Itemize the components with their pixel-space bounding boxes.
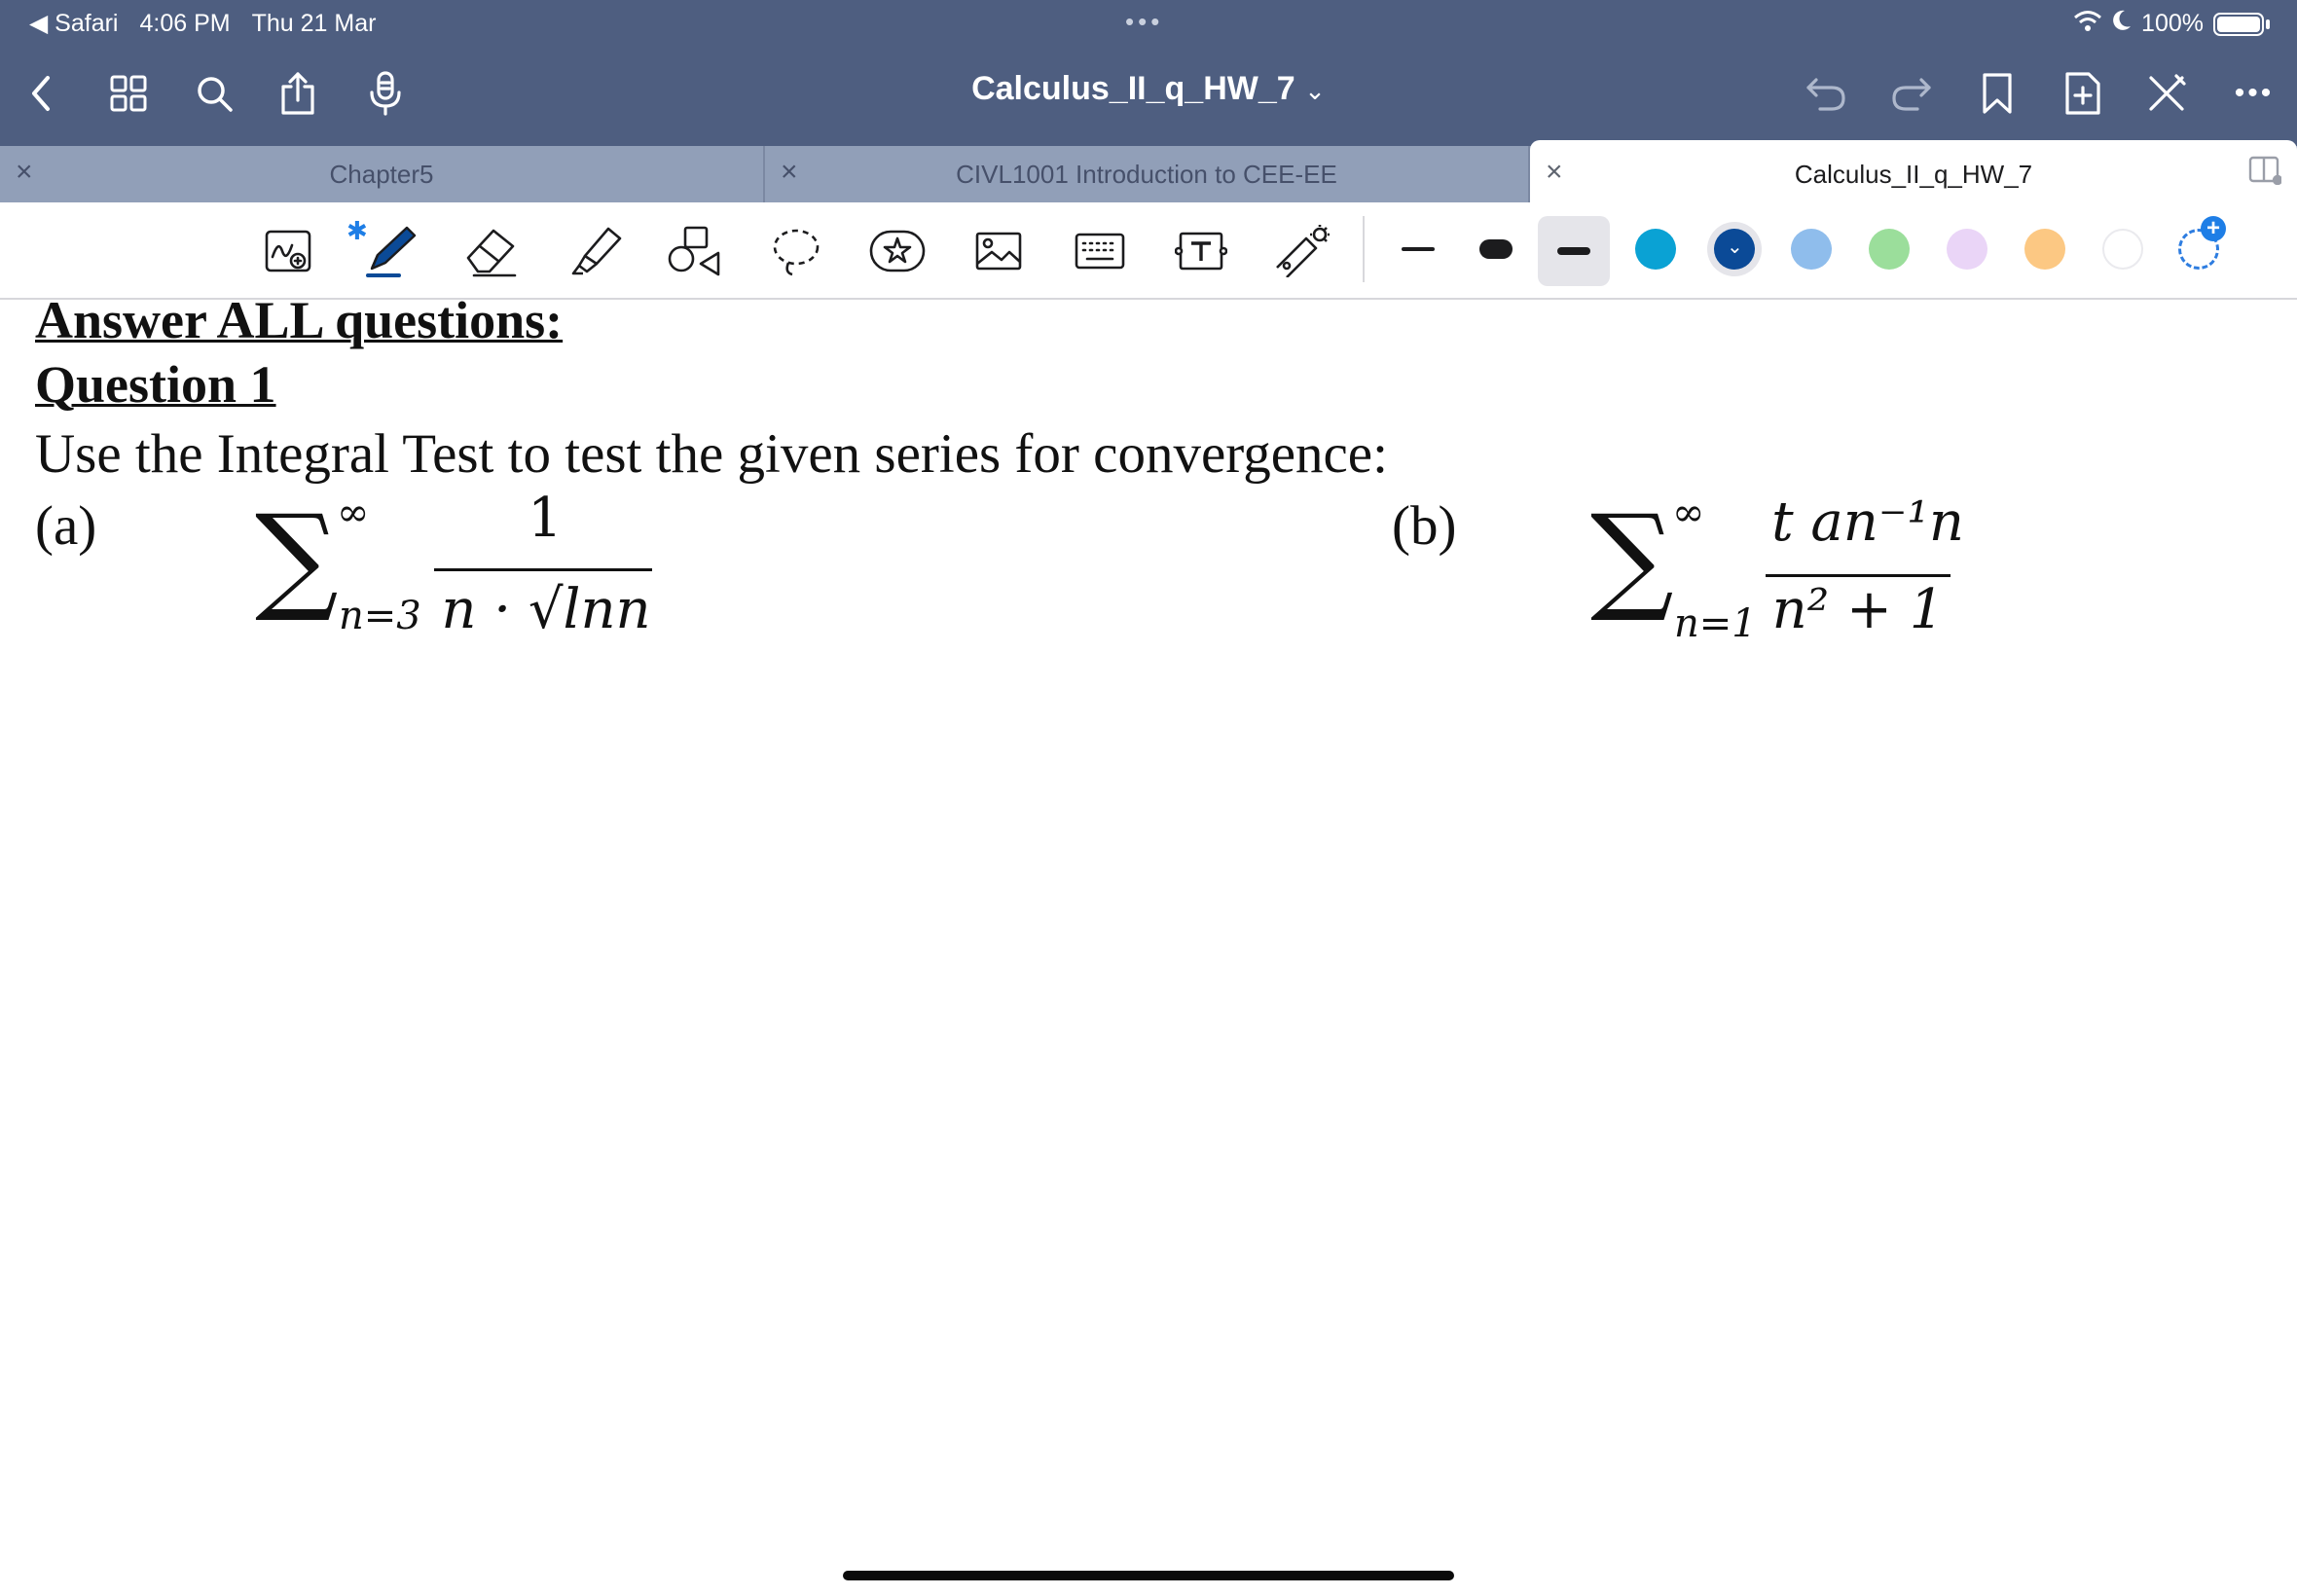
app-top-bar bbox=[0, 0, 2297, 146]
eraser-icon[interactable] bbox=[459, 222, 526, 280]
add-color-button[interactable] bbox=[2178, 215, 2220, 270]
annotation-toolbar bbox=[0, 202, 2297, 300]
undo-icon[interactable] bbox=[1799, 66, 1853, 121]
part-b-label: (b) bbox=[1392, 495, 1457, 557]
status-bar bbox=[0, 0, 2297, 47]
color-swatch-green[interactable] bbox=[1869, 229, 1910, 270]
numerator: 1 bbox=[528, 487, 563, 550]
highlighter-icon[interactable] bbox=[561, 222, 627, 280]
status-time: 4:06 PM bbox=[139, 9, 231, 37]
close-tab-icon[interactable]: × bbox=[781, 156, 798, 188]
microphone-icon[interactable] bbox=[358, 66, 413, 121]
tab-label: Chapter5 bbox=[329, 160, 434, 189]
stroke-width-medium[interactable] bbox=[1479, 239, 1513, 259]
fraction-bar bbox=[434, 568, 652, 571]
navigation-bar bbox=[0, 47, 2297, 146]
back-chevron-icon[interactable] bbox=[14, 66, 68, 121]
fraction-bar bbox=[1766, 574, 1951, 577]
more-icon[interactable]: ••• bbox=[2234, 77, 2275, 109]
heading-question-1: Question 1 bbox=[35, 355, 276, 414]
sigma-symbol: ∑ bbox=[1590, 490, 1674, 626]
add-page-icon[interactable] bbox=[2056, 66, 2110, 121]
lasso-icon[interactable] bbox=[763, 222, 829, 280]
stroke-width-thick-selected[interactable] bbox=[1538, 216, 1610, 286]
do-not-disturb-moon-icon bbox=[2112, 10, 2132, 38]
tab-calculus-hw7[interactable] bbox=[1530, 140, 2297, 202]
pen-icon[interactable] bbox=[358, 222, 424, 280]
plus-icon: + bbox=[2201, 216, 2226, 241]
toolbar-divider bbox=[1363, 216, 1365, 282]
bluetooth-icon: ✱ bbox=[346, 216, 368, 245]
numerator: t an⁻¹n bbox=[1771, 490, 1964, 554]
tab-bar bbox=[0, 146, 2297, 202]
stroke-width-thin[interactable] bbox=[1402, 247, 1435, 251]
part-a-label: (a) bbox=[35, 495, 97, 557]
tab-chapter5[interactable] bbox=[0, 146, 765, 202]
denominator: n² + 1 bbox=[1771, 578, 1945, 641]
upper-limit: ∞ bbox=[337, 490, 370, 535]
series-b bbox=[1588, 492, 1997, 658]
instruction-text: Use the Integral Test to test the given series for convergence: bbox=[35, 423, 1388, 485]
heading-answer-all: Answer ALL questions: bbox=[35, 291, 564, 349]
lasso-zoom-icon[interactable] bbox=[257, 222, 323, 280]
shapes-icon[interactable] bbox=[662, 222, 728, 280]
search-icon[interactable] bbox=[187, 66, 241, 121]
image-icon[interactable] bbox=[966, 222, 1032, 280]
battery-nub bbox=[2266, 19, 2270, 29]
denominator: n · √lnn bbox=[441, 578, 651, 641]
back-to-app-link[interactable]: ◀ Safari bbox=[29, 10, 119, 37]
multitask-dots[interactable]: ••• bbox=[1125, 7, 1164, 36]
redo-icon[interactable] bbox=[1884, 66, 1939, 121]
color-swatch-light-blue[interactable] bbox=[1791, 229, 1832, 270]
split-view-icon[interactable] bbox=[2248, 156, 2281, 190]
color-swatch-cyan[interactable] bbox=[1635, 229, 1676, 270]
document-title-text: Calculus_II_q_HW_7 bbox=[971, 70, 1295, 107]
chevron-down-icon: ⌄ bbox=[1727, 236, 1743, 258]
lower-limit: n=3 bbox=[339, 594, 421, 638]
battery-percent: 100% bbox=[2141, 10, 2204, 37]
close-tab-icon[interactable]: × bbox=[1546, 156, 1563, 188]
tab-label: CIVL1001 Introduction to CEE-EE bbox=[956, 160, 1337, 189]
text-box-icon[interactable] bbox=[1168, 222, 1234, 280]
color-swatch-orange[interactable] bbox=[2024, 229, 2065, 270]
lower-limit: n=1 bbox=[1674, 601, 1757, 646]
document-title bbox=[0, 70, 2297, 108]
sticker-icon[interactable] bbox=[864, 222, 930, 280]
title-chevron-icon: ⌄ bbox=[1304, 76, 1326, 105]
battery-icon bbox=[2213, 13, 2264, 36]
share-icon[interactable] bbox=[271, 66, 325, 121]
sigma-symbol: ∑ bbox=[255, 490, 339, 626]
close-tab-icon[interactable]: × bbox=[16, 156, 33, 188]
laser-pointer-icon[interactable] bbox=[1269, 222, 1335, 280]
bookmark-icon[interactable] bbox=[1970, 66, 2024, 121]
document-title-button[interactable] bbox=[971, 70, 1326, 107]
color-swatch-lavender[interactable] bbox=[1947, 229, 1987, 270]
wifi-icon bbox=[2073, 9, 2102, 39]
document-page[interactable] bbox=[0, 291, 2297, 1596]
grid-view-icon[interactable] bbox=[101, 66, 156, 121]
color-swatch-navy-selected[interactable] bbox=[1714, 229, 1755, 270]
upper-limit: ∞ bbox=[1672, 490, 1705, 535]
series-a bbox=[253, 487, 662, 658]
keyboard-icon[interactable] bbox=[1067, 222, 1133, 280]
close-tools-icon[interactable] bbox=[2139, 66, 2194, 121]
tab-label: Calculus_II_q_HW_7 bbox=[1794, 160, 2033, 189]
home-indicator[interactable] bbox=[843, 1571, 1454, 1580]
tab-civl1001[interactable] bbox=[765, 146, 1530, 202]
stroke-width-thick-mark bbox=[1557, 247, 1590, 255]
status-date: Thu 21 Mar bbox=[251, 9, 377, 37]
color-swatch-white[interactable] bbox=[2102, 229, 2143, 270]
